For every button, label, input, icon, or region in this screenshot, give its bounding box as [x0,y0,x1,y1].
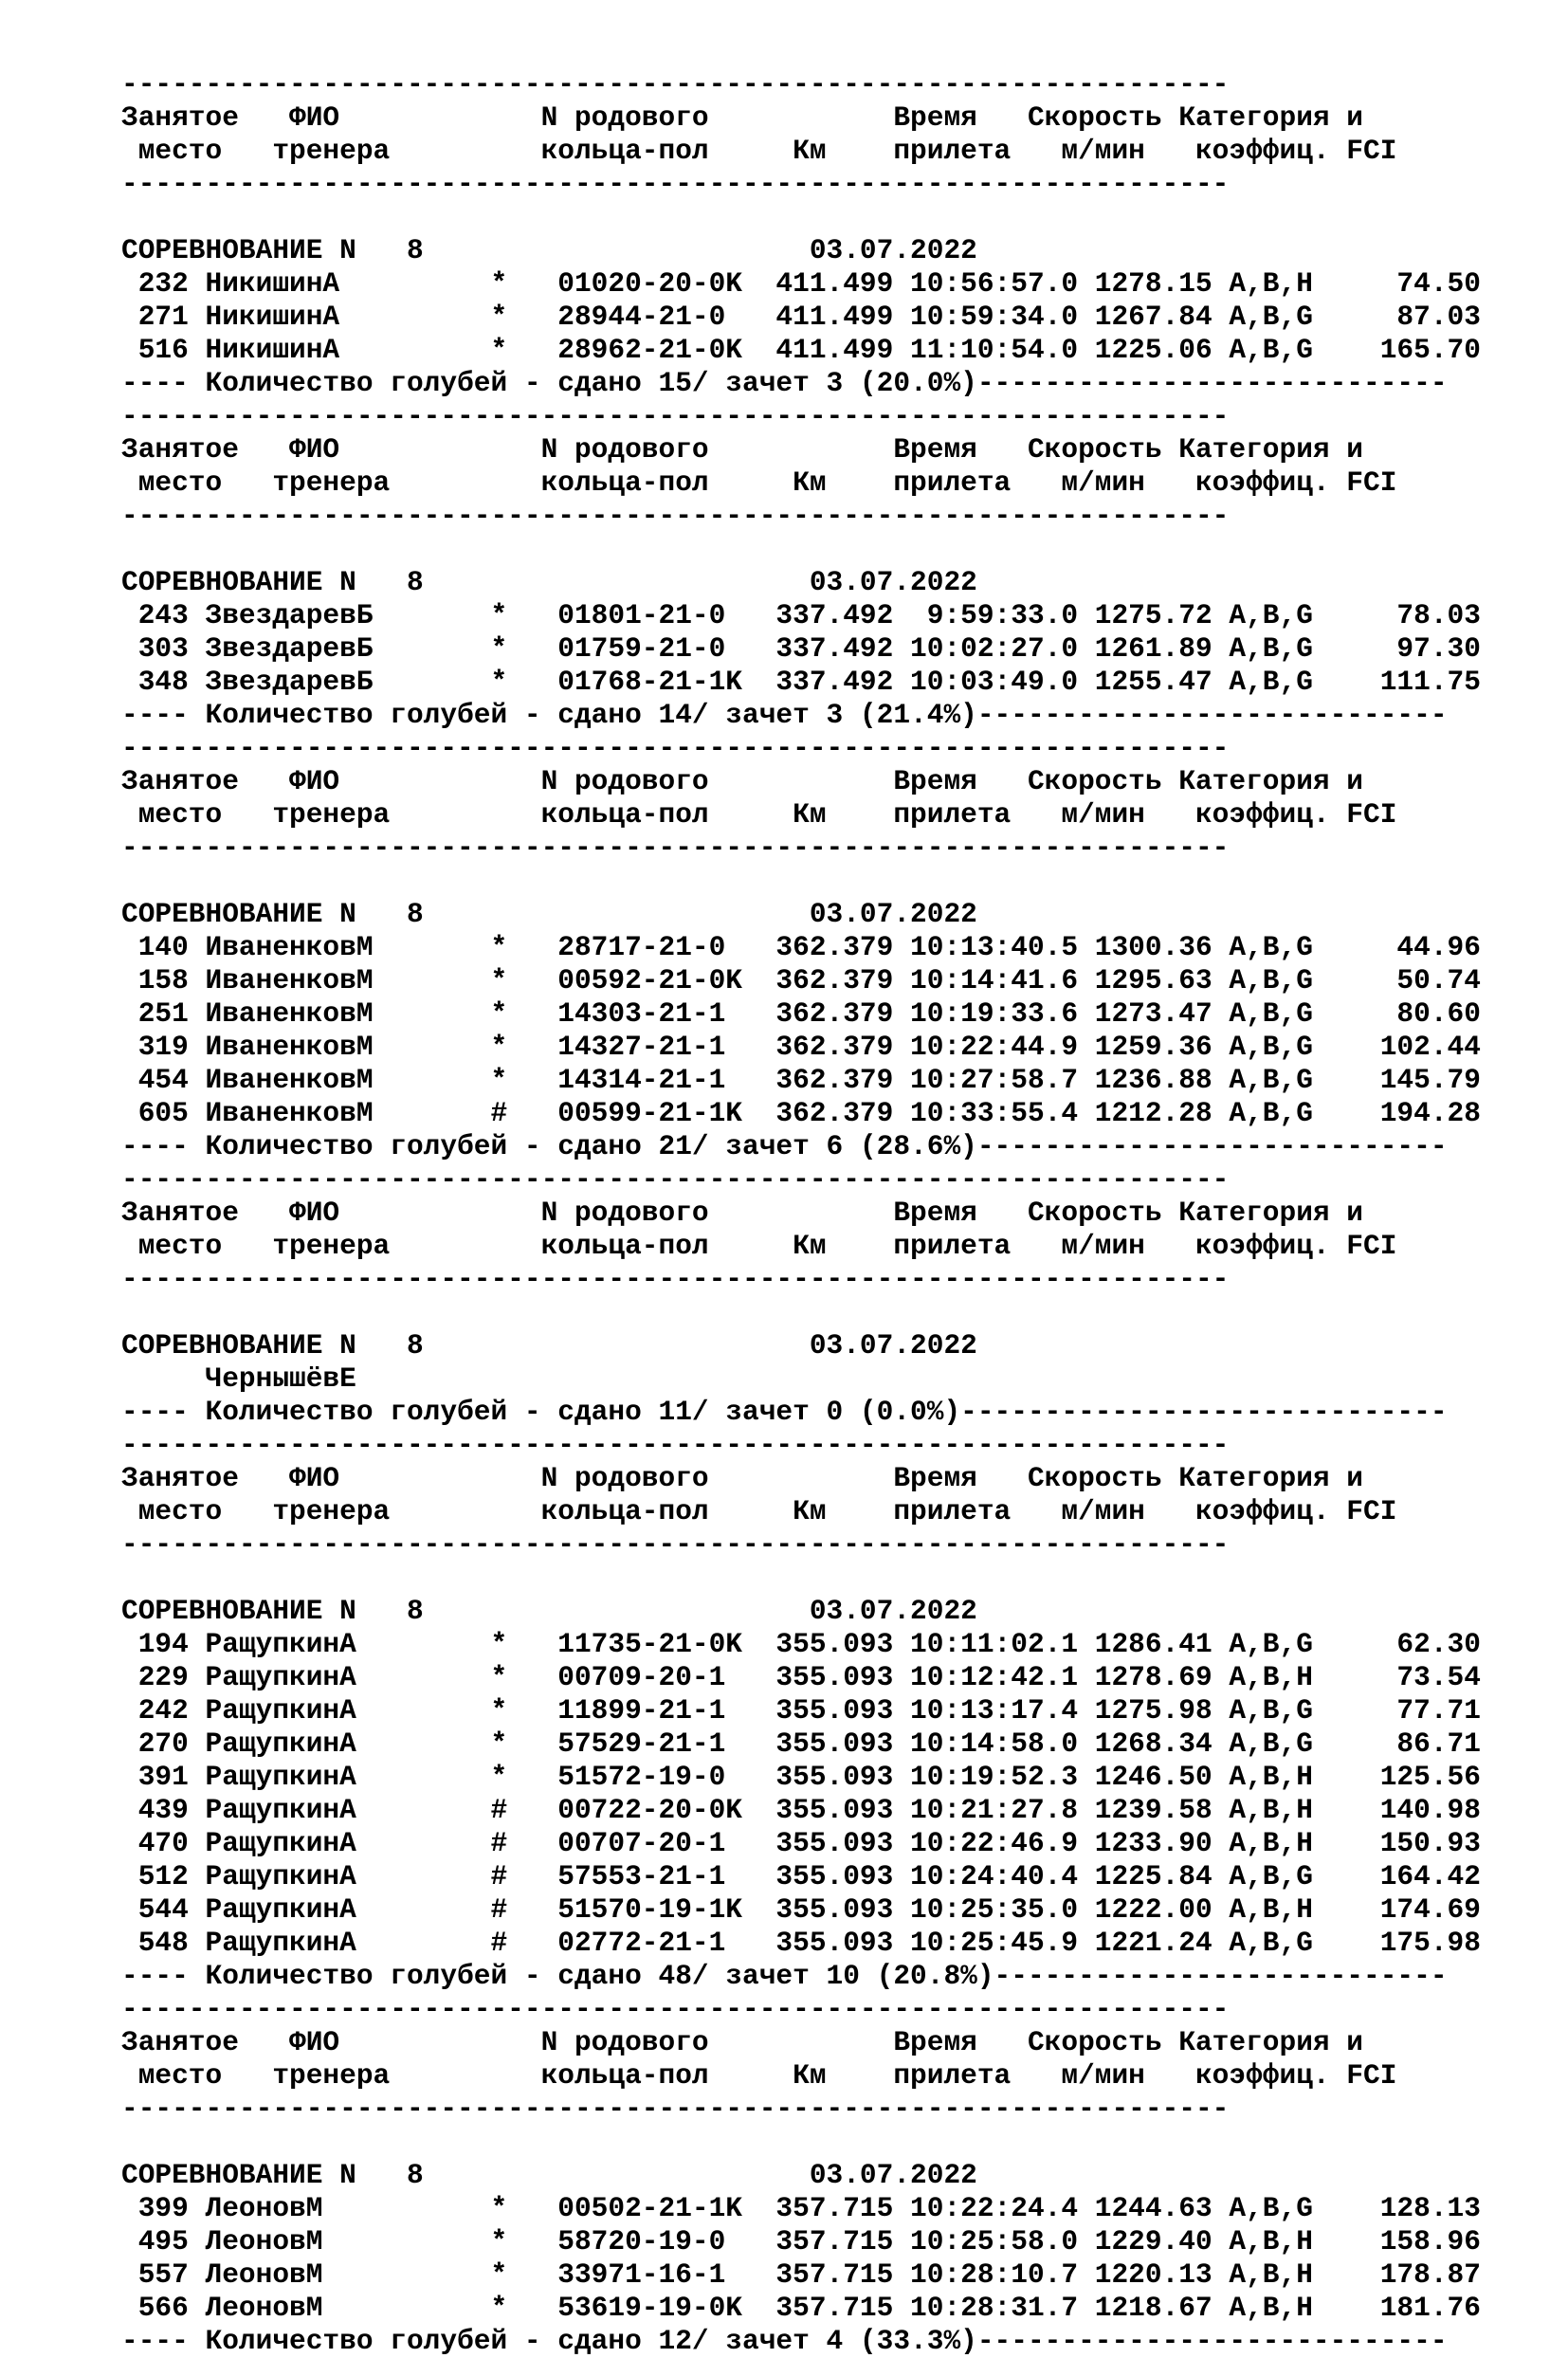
header-rule-top: ------------------------------------------------------------------ [121,1993,1230,2025]
results-section [121,1429,1481,1993]
header-rule-top: ------------------------------------------------------------------ [121,400,1230,432]
blank-line [121,201,1481,234]
header-labels-line-1: Занятое ФИО N родового Время Скорость Категория и [121,1462,1364,1494]
result-row: 391 РащупкинА * 51572-19-0 355.093 10:19:52.3 1246.50 A,B,H 125.56 [121,1761,1481,1793]
summary-line: ---- Количество голубей - сдано 12/ зачет 4 (33.3%)---------------------------- [121,2325,1448,2357]
header-labels-line-2: место тренера кольца-пол Км прилета м/мин коэффиц. FCI [121,2059,1397,2092]
result-row: 495 ЛеоновМ * 58720-19-0 357.715 10:25:58.0 1229.40 A,B,H 158.96 [121,2225,1481,2257]
competition-line: СОРЕВНОВАНИЕ N 8 03.07.2022 [121,566,977,598]
results-section [121,68,1481,400]
header-rule-bottom: ------------------------------------------------------------------ [121,1528,1230,1561]
header-rule-top: ------------------------------------------------------------------ [121,1163,1230,1196]
results-document [121,68,1481,2358]
result-row: 557 ЛеоновМ * 33971-16-1 357.715 10:28:10.7 1220.13 A,B,H 178.87 [121,2258,1481,2291]
header-rule-bottom: ------------------------------------------------------------------ [121,500,1230,532]
result-row: 232 НикишинА * 01020-20-0K 411.499 10:56:57.0 1278.15 A,B,H 74.50 [121,267,1481,300]
result-row: 544 РащупкинА # 51570-19-1K 355.093 10:25:35.0 1222.00 A,B,H 174.69 [121,1893,1481,1926]
header-rule-bottom: ------------------------------------------------------------------ [121,832,1230,864]
header-labels-line-1: Занятое ФИО N родового Время Скорость Категория и [121,101,1364,134]
result-row: 605 ИваненковМ # 00599-21-1K 362.379 10:33:55.4 1212.28 A,B,G 194.28 [121,1097,1481,1129]
result-row: 516 НикишинА * 28962-21-0K 411.499 11:10:54.0 1225.06 A,B,G 165.70 [121,334,1481,366]
result-row: 348 ЗвездаревБ * 01768-21-1K 337.492 10:03:49.0 1255.47 A,B,G 111.75 [121,666,1481,698]
header-labels-line-2: место тренера кольца-пол Км прилета м/мин коэффиц. FCI [121,1230,1397,1262]
blank-line [121,1296,1481,1329]
header-rule-bottom: ------------------------------------------------------------------ [121,1263,1230,1295]
result-row: 566 ЛеоновМ * 53619-19-0K 357.715 10:28:31.7 1218.67 A,B,H 181.76 [121,2292,1481,2324]
competition-line: СОРЕВНОВАНИЕ N 8 03.07.2022 [121,2159,977,2191]
result-row: 158 ИваненковМ * 00592-21-0K 362.379 10:14:41.6 1295.63 A,B,G 50.74 [121,964,1481,996]
results-section [121,400,1481,732]
header-labels-line-2: место тренера кольца-пол Км прилета м/мин коэффиц. FCI [121,1495,1397,1527]
result-row: 271 НикишинА * 28944-21-0 411.499 10:59:34.0 1267.84 A,B,G 87.03 [121,301,1481,333]
result-row: 548 РащупкинА # 02772-21-1 355.093 10:25:45.9 1221.24 A,B,G 175.98 [121,1927,1481,1959]
result-row: 303 ЗвездаревБ * 01759-21-0 337.492 10:02:27.0 1261.89 A,B,G 97.30 [121,632,1481,665]
summary-line: ---- Количество голубей - сдано 15/ зачет 3 (20.0%)---------------------------- [121,367,1448,399]
result-row: 454 ИваненковМ * 14314-21-1 362.379 10:27:58.7 1236.88 A,B,G 145.79 [121,1064,1481,1096]
results-section [121,732,1481,1163]
header-labels-line-1: Занятое ФИО N родового Время Скорость Категория и [121,1197,1364,1229]
header-labels-line-2: место тренера кольца-пол Км прилета м/мин коэффиц. FCI [121,798,1397,831]
header-rule-top: ------------------------------------------------------------------ [121,732,1230,764]
competition-line: СОРЕВНОВАНИЕ N 8 03.07.2022 [121,1329,977,1362]
blank-line [121,533,1481,566]
result-row: ЧернышёвЕ [121,1362,356,1395]
result-row: 470 РащупкинА # 00707-20-1 355.093 10:22:46.9 1233.90 A,B,H 150.93 [121,1827,1481,1859]
header-labels-line-1: Занятое ФИО N родового Время Скорость Категория и [121,2026,1364,2058]
result-row: 270 РащупкинА * 57529-21-1 355.093 10:14:58.0 1268.34 A,B,G 86.71 [121,1727,1481,1760]
blank-line [121,2126,1481,2159]
result-row: 319 ИваненковМ * 14327-21-1 362.379 10:22:44.9 1259.36 A,B,G 102.44 [121,1031,1481,1063]
competition-line: СОРЕВНОВАНИЕ N 8 03.07.2022 [121,234,977,266]
header-labels-line-2: место тренера кольца-пол Км прилета м/мин коэффиц. FCI [121,466,1397,499]
header-rule-top: ------------------------------------------------------------------ [121,68,1230,101]
header-rule-bottom: ------------------------------------------------------------------ [121,2093,1230,2125]
results-section [121,1163,1481,1429]
result-row: 439 РащупкинА # 00722-20-0K 355.093 10:21:27.8 1239.58 A,B,H 140.98 [121,1794,1481,1826]
results-section [121,1993,1481,2358]
result-row: 399 ЛеоновМ * 00502-21-1K 357.715 10:22:24.4 1244.63 A,B,G 128.13 [121,2192,1481,2224]
header-rule-bottom: ------------------------------------------------------------------ [121,168,1230,200]
header-labels-line-2: место тренера кольца-пол Км прилета м/мин коэффиц. FCI [121,135,1397,167]
header-rule-top: ------------------------------------------------------------------ [121,1429,1230,1461]
blank-line [121,1562,1481,1595]
summary-line: ---- Количество голубей - сдано 48/ зачет 10 (20.8%)--------------------------- [121,1960,1448,1992]
summary-line: ---- Количество голубей - сдано 11/ зачет 0 (0.0%)----------------------------- [121,1396,1448,1428]
header-labels-line-1: Занятое ФИО N родового Время Скорость Категория и [121,433,1364,466]
result-row: 229 РащупкинА * 00709-20-1 355.093 10:12:42.1 1278.69 A,B,H 73.54 [121,1661,1481,1693]
result-row: 242 РащупкинА * 11899-21-1 355.093 10:13:17.4 1275.98 A,B,G 77.71 [121,1694,1481,1727]
blank-line [121,865,1481,898]
header-labels-line-1: Занятое ФИО N родового Время Скорость Категория и [121,765,1364,797]
summary-line: ---- Количество голубей - сдано 14/ зачет 3 (21.4%)---------------------------- [121,699,1448,731]
summary-line: ---- Количество голубей - сдано 21/ зачет 6 (28.6%)---------------------------- [121,1130,1448,1162]
result-row: 243 ЗвездаревБ * 01801-21-0 337.492 9:59:33.0 1275.72 A,B,G 78.03 [121,599,1481,631]
result-row: 512 РащупкинА # 57553-21-1 355.093 10:24:40.4 1225.84 A,B,G 164.42 [121,1860,1481,1892]
result-row: 194 РащупкинА * 11735-21-0K 355.093 10:11:02.1 1286.41 A,B,G 62.30 [121,1628,1481,1660]
result-row: 251 ИваненковМ * 14303-21-1 362.379 10:19:33.6 1273.47 A,B,G 80.60 [121,997,1481,1030]
competition-line: СОРЕВНОВАНИЕ N 8 03.07.2022 [121,898,977,930]
competition-line: СОРЕВНОВАНИЕ N 8 03.07.2022 [121,1595,977,1627]
result-row: 140 ИваненковМ * 28717-21-0 362.379 10:13:40.5 1300.36 A,B,G 44.96 [121,931,1481,963]
